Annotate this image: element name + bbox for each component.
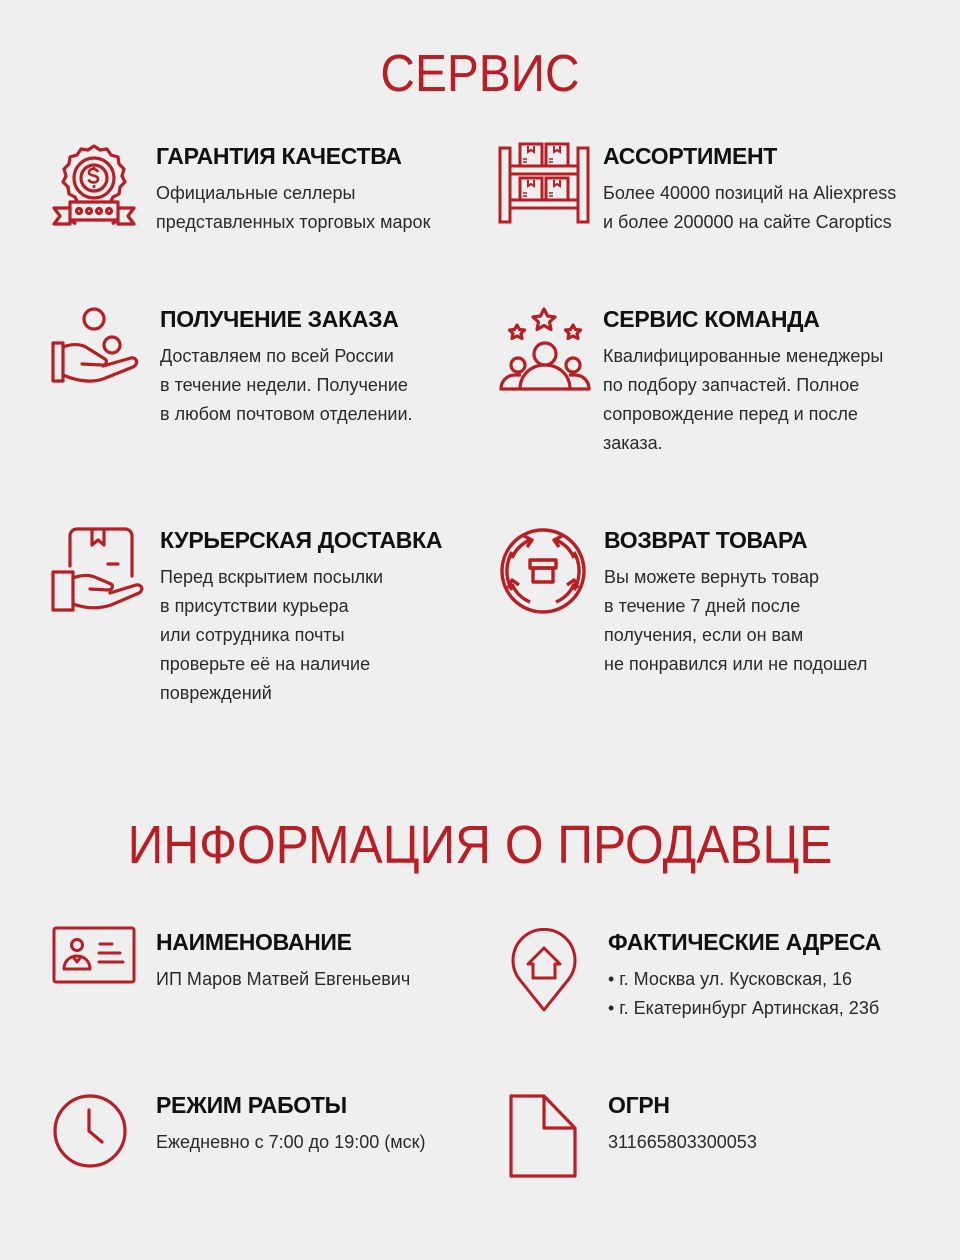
quality-badge-icon — [50, 142, 138, 234]
service-item-title: КУРЬЕРСКАЯ ДОСТАВКА — [160, 527, 443, 553]
service-item-description: Вы можете вернуть товар в течение 7 дней после получения, если он вам не понравился или не подошел — [604, 567, 868, 674]
service-item-title: СЕРВИС КОМАНДА — [603, 306, 820, 332]
service-item-description: Перед вскрытием посылки в присутствии курьера или сотрудника почты проверьте её на наличие повреждений — [160, 567, 384, 703]
seller-item-value: • г. Москва ул. Кусковская, 16 • г. Екатеринбург Артинская, 23б — [608, 969, 880, 1018]
seller-item-title: ОГРН — [608, 1092, 670, 1118]
service-item-title: ГАРАНТИЯ КАЧЕСТВА — [156, 143, 402, 169]
location-home-icon — [510, 928, 578, 1014]
return-cycle-icon — [498, 526, 588, 616]
document-icon — [508, 1093, 578, 1179]
id-card-icon — [52, 926, 136, 984]
service-item-title: АССОРТИМЕНТ — [603, 143, 778, 169]
service-item-title: ВОЗВРАТ ТОВАРА — [604, 527, 808, 553]
service-item-description: Квалифицированные менеджеры по подбору запчастей. Полное сопровождение перед и после заказа. — [603, 346, 884, 453]
seller-item-value: Ежедневно с 7:00 до 19:00 (мск) — [156, 1132, 426, 1152]
seller-item-title: РЕЖИМ РАБОТЫ — [156, 1092, 347, 1118]
service-item-title: ПОЛУЧЕНИЕ ЗАКАЗА — [160, 306, 399, 332]
seller-item-title: ФАКТИЧЕСКИЕ АДРЕСА — [608, 929, 882, 955]
clock-icon — [52, 1093, 128, 1169]
hand-coins-icon — [50, 305, 142, 391]
seller-item-title: НАИМЕНОВАНИЕ — [156, 929, 352, 955]
seller-item-value: 311665803300053 — [608, 1132, 757, 1152]
service-item-description: Официальные селлеры представленных торговых марок — [156, 183, 431, 232]
team-stars-icon — [498, 305, 592, 393]
seller-section-title: ИНФОРМАЦИЯ О ПРОДАВЦЕ — [127, 815, 833, 875]
warehouse-shelf-icon — [498, 142, 590, 226]
service-section-title: СЕРВИС — [380, 45, 580, 103]
service-item-description: Доставляем по всей России в течение недели. Получение в любом почтовом отделении. — [160, 346, 413, 424]
seller-item-value: ИП Маров Матвей Евгеньевич — [156, 969, 411, 989]
service-item-description: Более 40000 позиций на Aliexpress и более 200000 на сайте Caroptics — [603, 183, 897, 232]
hand-package-icon — [50, 526, 144, 614]
